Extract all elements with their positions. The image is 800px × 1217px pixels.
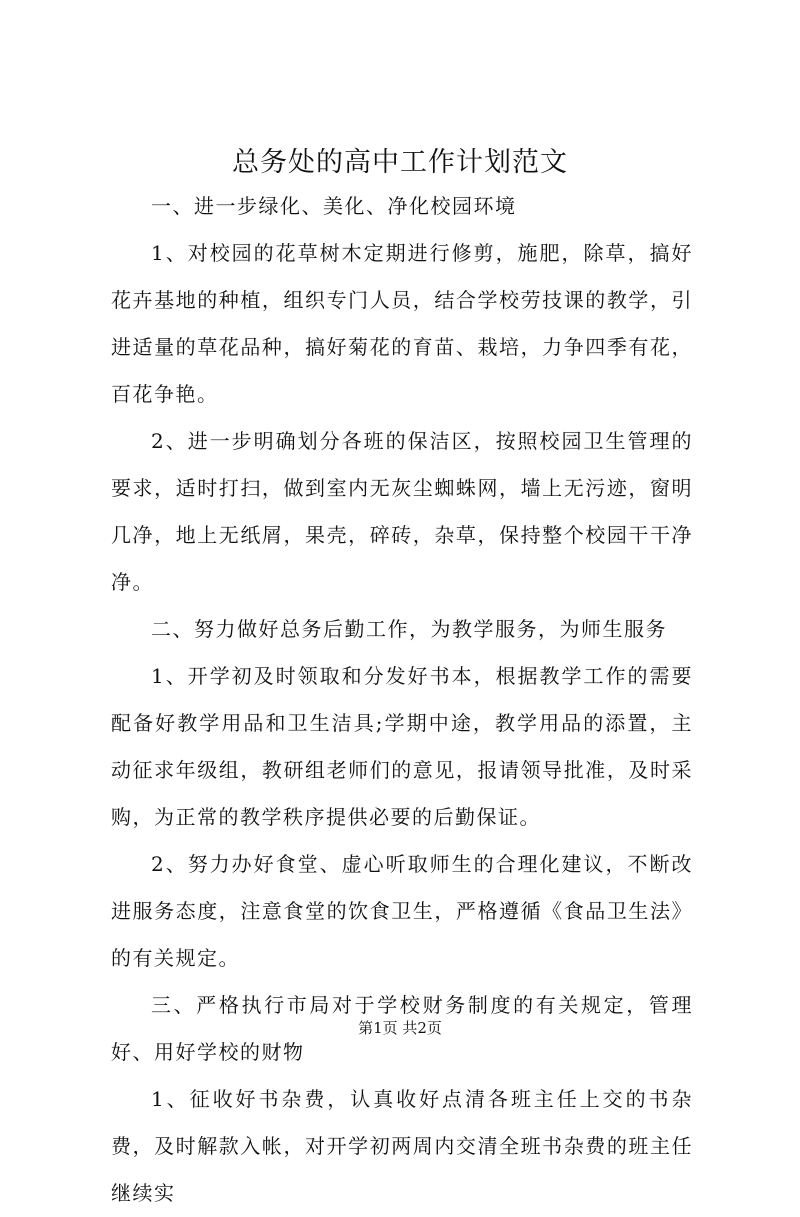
paragraph: 1、开学初及时领取和分发好书本，根据教学工作的需要配备好教学用品和卫生洁具;学期中途，教学用品的添置，主动征求年级组，教研组老师们的意见，报请领导批准，及时采购，为正常的教学秩序提供必要的后勤保证。 <box>111 664 693 829</box>
page-footer: 第1页 共2页 <box>358 1019 442 1037</box>
paragraph: 1、征收好书杂费，认真收好点清各班主任上交的书杂费，及时解款入帐，对开学初两周内交清全班书杂费的班主任继续实 <box>111 1087 693 1205</box>
section-heading: 三、严格执行市局对于学校财务制度的有关规定，管理好、用好学校的财物 <box>111 993 693 1064</box>
section-heading: 一、进一步绿化、美化、净化校园环境 <box>151 194 517 218</box>
document-body <box>111 183 693 1217</box>
section-heading: 二、努力做好总务后勤工作，为教学服务，为师生服务 <box>151 617 667 641</box>
paragraph: 2、进一步明确划分各班的保洁区，按照校园卫生管理的要求，适时打扫，做到室内无灰尘蜘蛛网，墙上无污迹，窗明几净，地上无纸屑，果壳，碎砖，杂草，保持整个校园干干净净。 <box>111 429 693 594</box>
document-title: 总务处的高中工作计划范文 <box>232 147 568 178</box>
paragraph: 1、对校园的花草树木定期进行修剪，施肥，除草，搞好花卉基地的种植，组织专门人员，结合学校劳技课的教学，引进适量的草花品种，搞好菊花的育苗、栽培，力争四季有花，百花争艳。 <box>111 241 693 406</box>
paragraph: 2、努力办好食堂、虚心听取师生的合理化建议，不断改进服务态度，注意食堂的饮食卫生，严格遵循《食品卫生法》的有关规定。 <box>111 852 693 970</box>
